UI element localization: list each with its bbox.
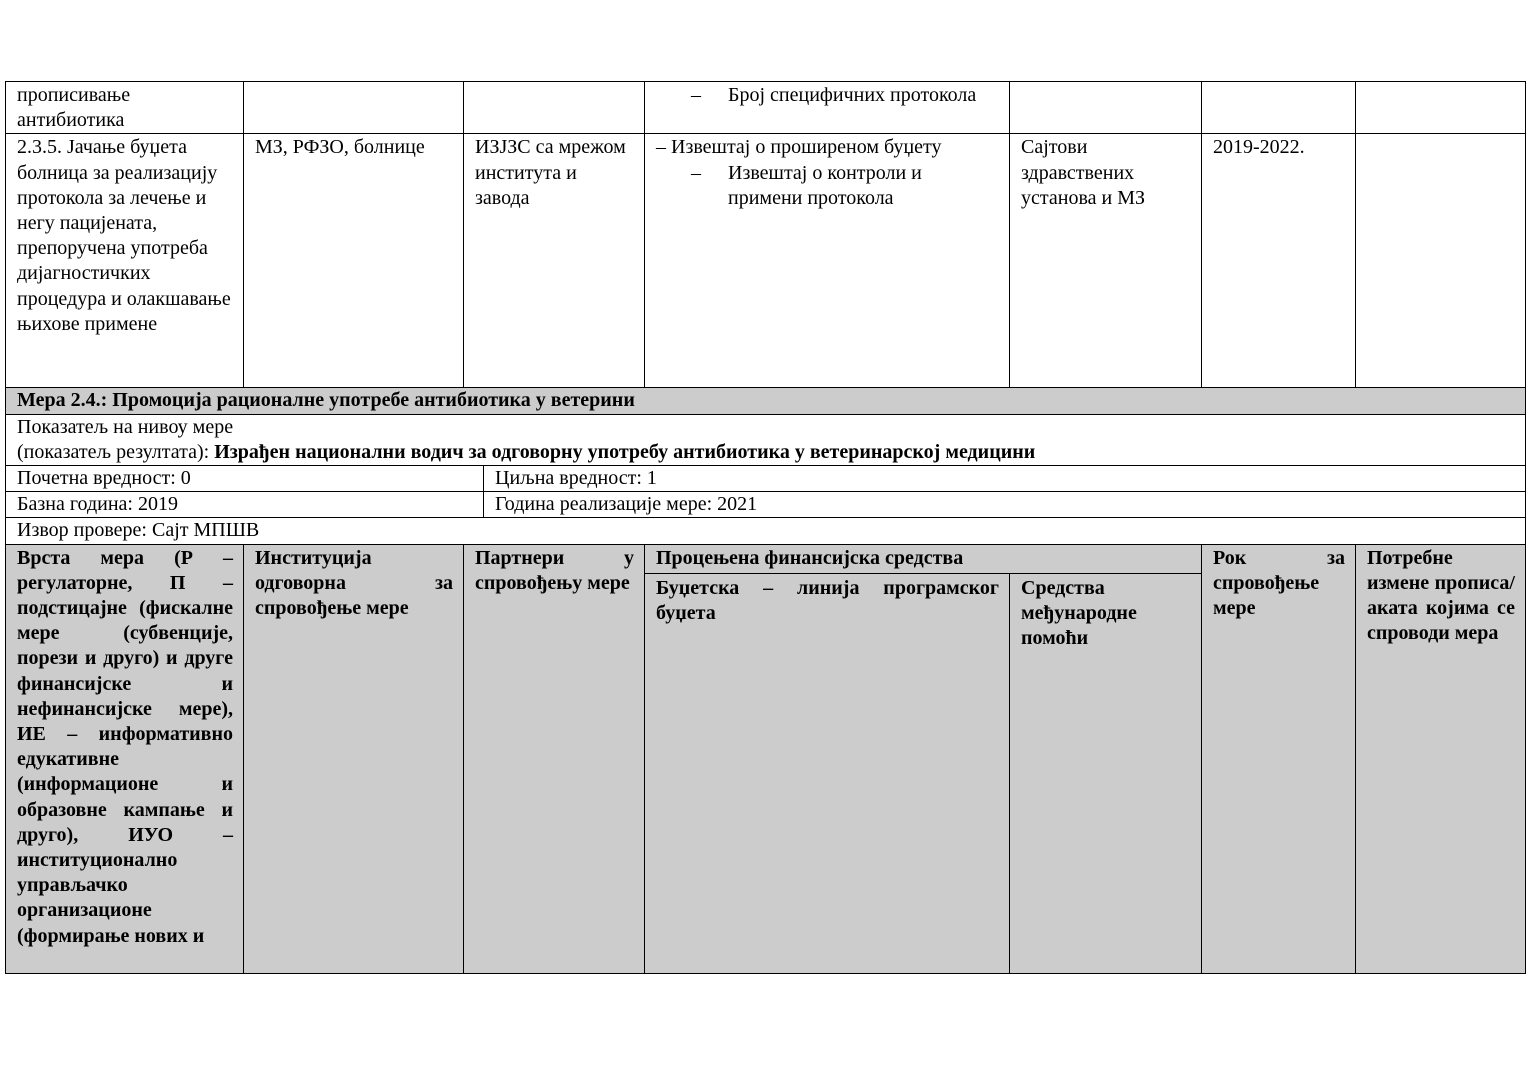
cell-source [1010, 82, 1202, 134]
cell-partners: ИЗЈЗС са мрежом института и завода [464, 134, 645, 388]
verification-row [6, 518, 1526, 544]
years-row [6, 492, 1526, 518]
indicator-value: Израђен национални водич за одговорну употребу антибиотика у ветеринарској медицини [214, 440, 1036, 463]
values-row [6, 466, 1526, 492]
cell-deadline [1202, 82, 1356, 134]
cell-activity: 2.3.5. Јачање буџета болница за реализацију протокола за лечење и негу пацијената, препоручена употреба дијагностичких процедура и олакшавање њихове примене [6, 134, 244, 388]
indicator-row [6, 414, 1526, 465]
indicator-label-line1: Показатељ на нивоу мере [17, 415, 234, 438]
action-plan-table [5, 81, 1526, 974]
indicator-item: – Извештај о контроли и примени протокола [656, 161, 999, 211]
header-budget-line: Буџетска – линија програмског буџета [645, 573, 1010, 973]
cell-changes [1356, 82, 1526, 134]
initial-value: Почетна вредност: 0 [6, 466, 484, 492]
indicator-item: – Извештај о проширеном буџету [656, 136, 942, 159]
cell-partners [464, 82, 645, 134]
header-estimated-funds: Процењена финансијска средства [645, 544, 1202, 573]
verification-source: Извор провере: Сајт МПШВ [6, 518, 1526, 544]
document-page [5, 81, 1525, 974]
measure-indicator [6, 414, 1526, 465]
indicator-item: – Број специфичних протокола [656, 83, 999, 108]
cell-activity: прописивање антибиотика [6, 82, 244, 134]
measure-title: Мера 2.4.: Промоција рационалне употребе антибиотика у ветерини [6, 388, 1526, 414]
base-year: Базна година: 2019 [6, 492, 484, 518]
cell-changes [1356, 134, 1526, 388]
cell-source: Сајтови здравствених установа и МЗ [1010, 134, 1202, 388]
header-required-changes: Потребне измене прописа/аката којима се спроводи мера [1356, 544, 1526, 973]
cell-indicators [645, 82, 1010, 134]
realization-year: Година реализације мере: 2021 [484, 492, 1526, 518]
header-responsible-institution: Институција одговорна за спровођење мере [244, 544, 464, 973]
cell-deadline: 2019-2022. [1202, 134, 1356, 388]
cell-institution [244, 82, 464, 134]
header-partners: Партнери у спровођењу мере [464, 544, 645, 973]
header-international-aid: Средства међународне помоћи [1010, 573, 1202, 973]
table-row-continuation [6, 82, 1526, 134]
table-row-2-3-5 [6, 134, 1526, 388]
target-value: Циљна вредност: 1 [484, 466, 1526, 492]
measure-title-row [6, 388, 1526, 414]
header-measure-type: Врста мера (Р – регулаторне, П – подстицајне (фискалне мере (субвенције, порези и друго) и друге финансијске и нефинансијске мере), ИЕ – информативно едукативне (информационе и образовне кампање и друго), ИУО – институционално управљачко организационе (формирање нових и [6, 544, 244, 973]
header-row [6, 544, 1526, 573]
indicator-label-line2: (показатељ резултата): [17, 440, 215, 463]
cell-institution: МЗ, РФЗО, болнице [244, 134, 464, 388]
cell-indicators [645, 134, 1010, 388]
header-deadline: Рок за спровођење мере [1202, 544, 1356, 973]
